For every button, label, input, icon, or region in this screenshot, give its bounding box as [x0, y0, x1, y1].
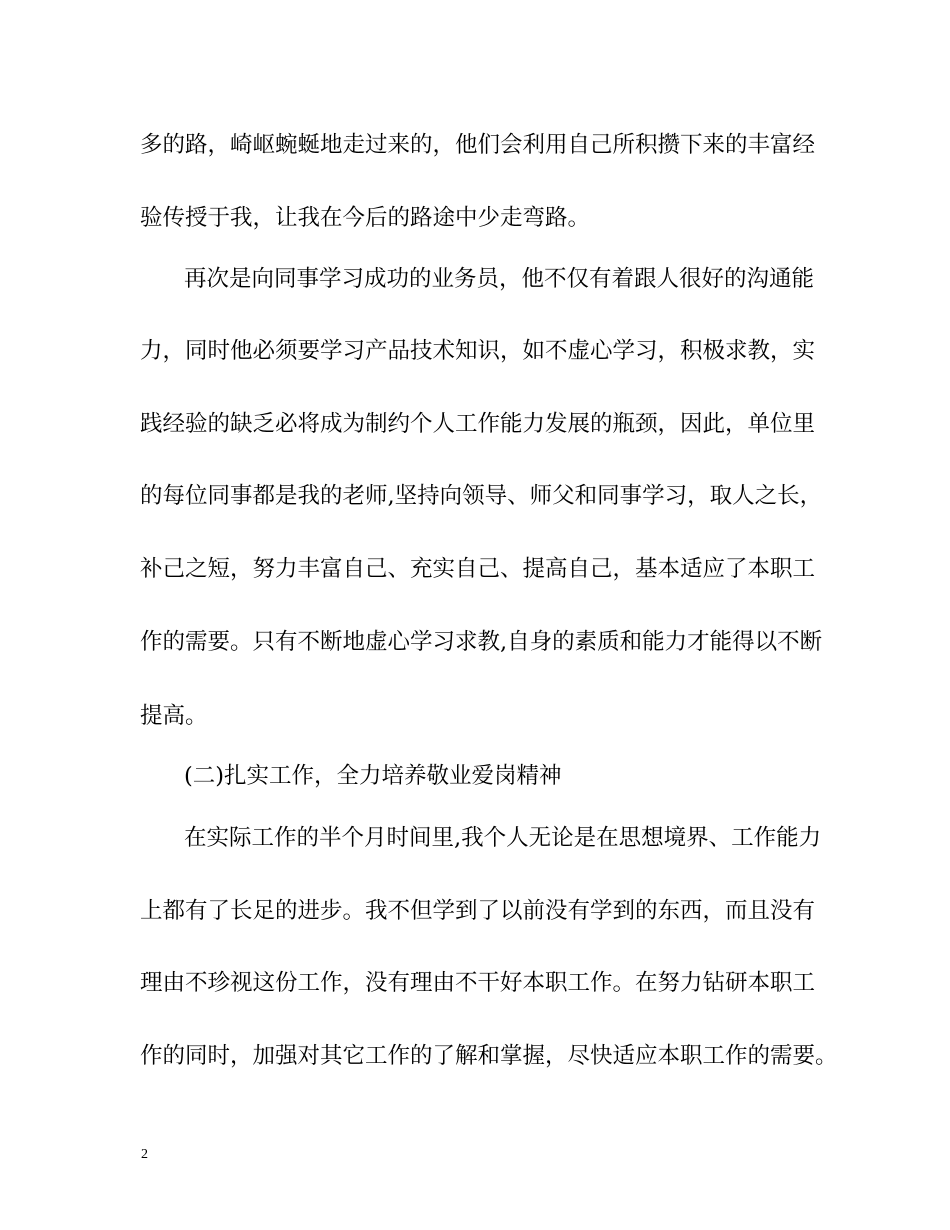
paragraph-line-10: 在实际工作的半个月时间里,我个人无论是在思想境界、工作能力 — [184, 825, 822, 851]
paragraph-line-3: 再次是向同事学习成功的业务员，他不仅有着跟人很好的沟通能 — [184, 266, 815, 292]
paragraph-line-1: 多的路，崎岖蜿蜒地走过来的，他们会利用自己所积攒下来的丰富经 — [140, 132, 816, 158]
paragraph-line-7: 补己之短，努力丰富自己、充实自己、提高自己，基本适应了本职工 — [140, 556, 816, 582]
paragraph-line-12: 理由不珍视这份工作，没有理由不干好本职工作。在努力钻研本职工 — [140, 970, 816, 996]
paragraph-line-8: 作的需要。只有不断地虚心学习求教,自身的素质和能力才能得以不断 — [140, 629, 823, 655]
paragraph-line-11: 上都有了长足的进步。我不但学到了以前没有学到的东西，而且没有 — [140, 898, 816, 924]
paragraph-line-6: 的每位同事都是我的老师,坚持向领导、师父和同事学习，取人之长， — [140, 483, 823, 509]
paragraph-line-2: 验传授于我，让我在今后的路途中少走弯路。 — [140, 205, 591, 231]
paragraph-line-13: 作的同时，加强对其它工作的了解和掌握，尽快适应本职工作的需要。 — [140, 1043, 838, 1069]
page-number: 2 — [141, 1147, 148, 1162]
section-heading: (二)扎实工作，全力培养敬业爱岗精神 — [184, 763, 562, 789]
paragraph-line-5: 践经验的缺乏必将成为制约个人工作能力发展的瓶颈，因此，单位里 — [140, 411, 816, 437]
paragraph-line-9: 提高。 — [140, 703, 208, 729]
paragraph-line-4: 力，同时他必须要学习产品技术知识，如不虚心学习，积极求教，实 — [140, 338, 816, 364]
